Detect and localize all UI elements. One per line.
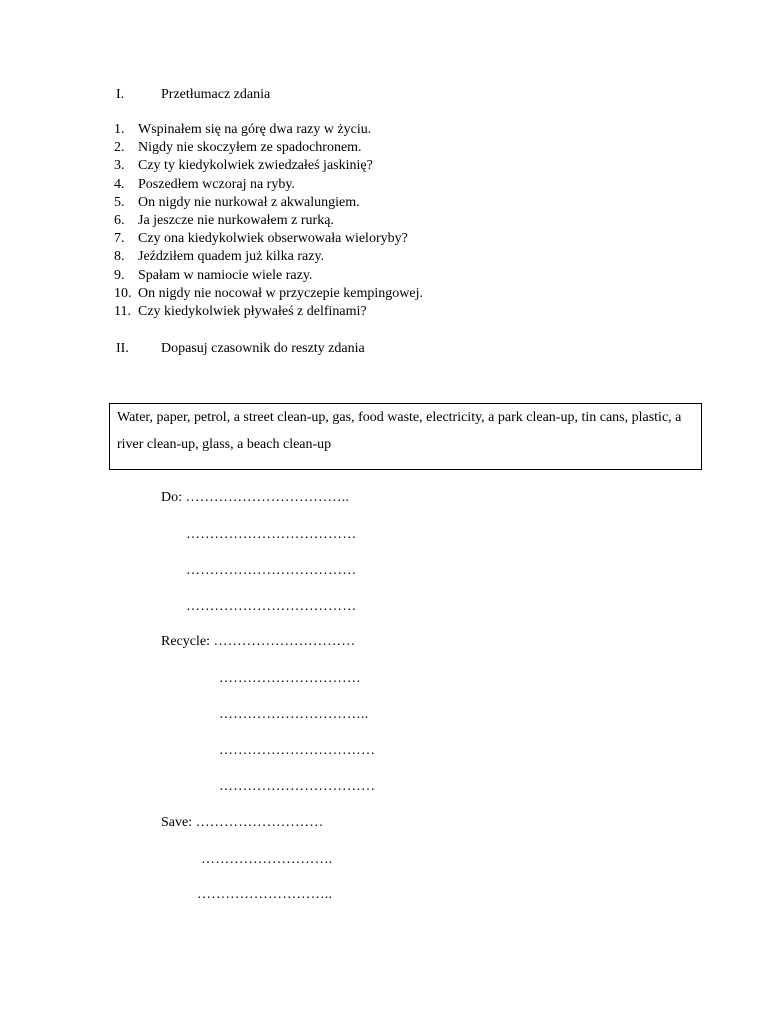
item-number: 7.: [114, 231, 125, 247]
do-blank-1[interactable]: ……………………………..: [185, 490, 350, 505]
item-number: 10.: [114, 285, 132, 301]
item-number: 2.: [114, 140, 125, 156]
item-number: 3.: [114, 158, 125, 174]
recycle-blank-3[interactable]: …………………………..: [219, 707, 369, 722]
sentence-list: [114, 121, 423, 321]
recycle-blank-5[interactable]: ……………………………: [219, 779, 376, 794]
item-text: Czy ty kiedykolwiek zwiedzałeś jaskinię?: [138, 158, 373, 174]
list-item: [114, 303, 423, 321]
save-label: Save:: [161, 815, 196, 830]
item-number: 11.: [114, 303, 131, 319]
list-item: [114, 285, 423, 303]
list-item: [114, 176, 423, 194]
item-number: 4.: [114, 176, 125, 192]
item-text: On nigdy nie nurkował z akwalungiem.: [138, 194, 360, 210]
item-text: Poszedłem wczoraj na ryby.: [138, 176, 295, 192]
recycle-blank-1[interactable]: …………………………: [213, 634, 356, 649]
list-item: [114, 139, 423, 157]
section-1-title: Przetłumacz zdania: [161, 87, 271, 102]
do-label: Do:: [161, 490, 186, 505]
item-text: Jeździłem quadem już kilka razy.: [138, 249, 325, 265]
word-box-text: Water, paper, petrol, a street clean-up, gas, food waste, electricity, a park clean-up, tin cans, plastic, a river clean-up, glass, a beach clean-up: [117, 410, 682, 452]
section-2-title: Dopasuj czasownik do reszty zdania: [161, 341, 365, 356]
item-text: Spałam w namiocie wiele razy.: [138, 267, 313, 283]
recycle-row: [161, 633, 355, 651]
item-text: Czy kiedykolwiek pływałeś z delfinami?: [138, 303, 367, 319]
list-item: [114, 267, 423, 285]
save-blank-3[interactable]: ………………………..: [197, 887, 333, 902]
do-blank-4[interactable]: ………………………………: [186, 599, 357, 614]
list-item: [114, 248, 423, 266]
item-number: 8.: [114, 249, 125, 265]
do-blank-2[interactable]: ………………………………: [186, 527, 357, 542]
list-item: [114, 230, 423, 248]
list-item: [114, 212, 423, 230]
recycle-blank-2[interactable]: …………………………: [219, 671, 361, 686]
section-1-number: I.: [116, 87, 125, 102]
save-blank-1[interactable]: ………………………: [195, 815, 324, 830]
item-number: 6.: [114, 212, 125, 228]
item-text: Ja jeszcze nie nurkowałem z rurką.: [138, 212, 334, 228]
save-blank-2[interactable]: ……………………….: [201, 852, 333, 867]
do-blank-3[interactable]: ………………………………: [186, 563, 357, 578]
recycle-label: Recycle:: [161, 634, 214, 649]
item-text: Wspinałem się na górę dwa razy w życiu.: [138, 122, 372, 137]
item-number: 9.: [114, 267, 125, 283]
item-number: 1.: [114, 122, 125, 137]
recycle-blank-4[interactable]: ……………………………: [219, 743, 376, 758]
section-2-number: II.: [116, 341, 129, 356]
word-box: [109, 403, 702, 470]
save-row: [161, 814, 323, 832]
item-number: 5.: [114, 194, 125, 210]
do-row: [161, 489, 349, 507]
item-text: Nigdy nie skoczyłem ze spadochronem.: [138, 140, 362, 156]
item-text: Czy ona kiedykolwiek obserwowała wieloryby?: [138, 231, 408, 247]
list-item: [114, 157, 423, 175]
list-item: [114, 194, 423, 212]
list-item: [114, 121, 423, 139]
item-text: On nigdy nie nocował w przyczepie kempingowej.: [138, 285, 423, 301]
